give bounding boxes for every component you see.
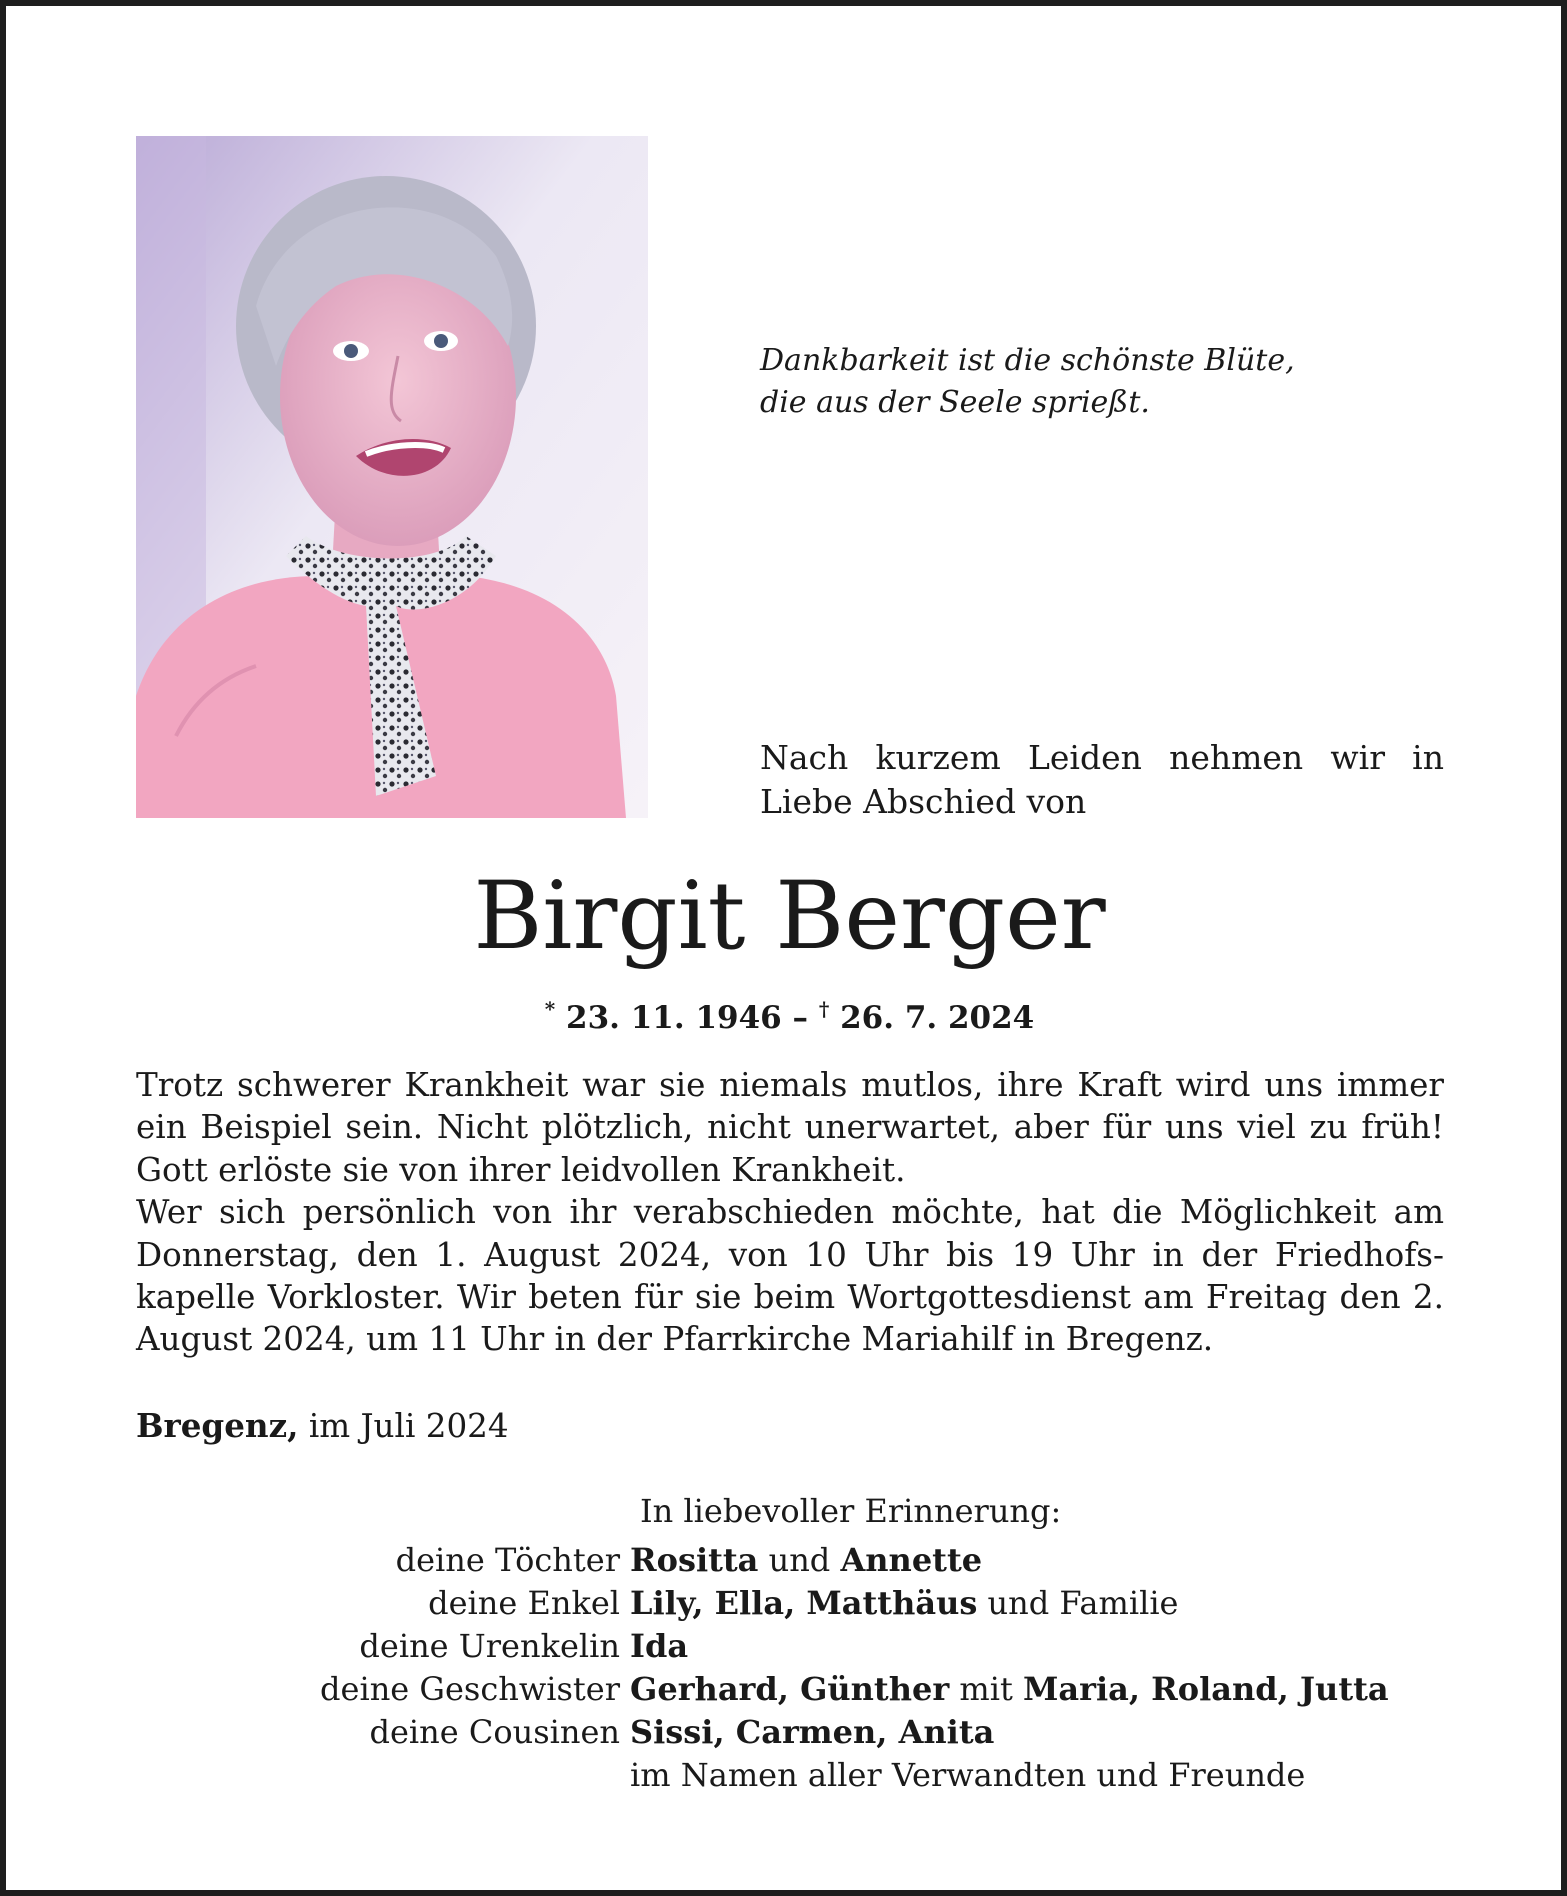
family-names (630, 1711, 994, 1754)
quote-line-1: Dankbarkeit ist die schönste Blüte, (760, 343, 1295, 378)
family-relation: deine Urenkelin (359, 1627, 620, 1665)
family-row (136, 1668, 1536, 1711)
life-dates (6, 989, 1567, 1038)
memory-heading: In liebevoller Erinnerung: (640, 1492, 1062, 1530)
family-names (630, 1668, 1389, 1711)
family-names (630, 1539, 982, 1582)
family-row (136, 1711, 1536, 1754)
family-member-name: Ida (630, 1627, 689, 1665)
family-member-name: Maria, Roland, Jutta (1022, 1670, 1389, 1708)
birth-symbol: * (544, 997, 556, 1021)
place-city: Bregenz, (136, 1406, 299, 1445)
family-member-name: Annette (840, 1541, 983, 1579)
family-names (630, 1582, 1178, 1625)
family-connector-text: und (758, 1541, 841, 1579)
family-names (630, 1625, 688, 1668)
family-member-name: Lily, Ella, Matthäus (630, 1584, 978, 1622)
obituary-body (136, 1064, 1444, 1361)
birth-date: 23. 11. 1946 (566, 1000, 782, 1036)
family-relation: deine Töchter (395, 1541, 620, 1579)
body-paragraph-1: Trotz schwerer Krankheit war sie niemals mutlos, ihre Kraft wird uns immer ein Beispiel sein. Nicht plötzlich, nicht unerwartet, aber für uns viel zu früh! Gott erlöste sie von ihrer leidvollen Krankheit. (136, 1066, 1444, 1189)
portrait-photo (136, 136, 648, 818)
family-relation: deine Geschwister (320, 1670, 620, 1708)
family-relation: deine Enkel (428, 1584, 620, 1622)
family-list (136, 1539, 1536, 1797)
place-month: im Juli 2024 (308, 1407, 509, 1445)
place-date (136, 1404, 509, 1448)
death-symbol: † (818, 997, 830, 1021)
date-separator: – (792, 1000, 809, 1036)
family-relation (136, 1754, 630, 1797)
family-row (136, 1582, 1536, 1625)
death-date: 26. 7. 2024 (840, 1000, 1035, 1036)
deceased-name: Birgit Berger (473, 862, 1106, 971)
quote-line-2: die aus der Seele sprießt. (760, 385, 1150, 420)
family-row (136, 1625, 1536, 1668)
family-member-name: Sissi, Carmen, Anita (630, 1713, 995, 1751)
family-connector-text: im Namen aller Verwandten und Freunde (630, 1756, 1306, 1794)
family-row (136, 1539, 1536, 1582)
family-member-name: Rositta (630, 1541, 759, 1579)
family-member-name: Gerhard, Günther (630, 1670, 950, 1708)
body-paragraph-2: Wer sich persönlich von ihr verabschieden möchte, hat die Möglichkeit am Donnerstag, den 1. August 2024, von 10 Uhr bis 19 Uhr in der Friedhofskapelle Vorkloster. Wir beten für sie beim Wortgottesdienst am Freitag den 2. August 2024, um 11 Uhr in der Pfarrkirche Mariahilf in Bregenz. (136, 1193, 1444, 1359)
family-names (630, 1754, 1305, 1797)
family-row (136, 1754, 1536, 1797)
portrait-photo-icon (136, 136, 648, 818)
family-relation: deine Cousinen (369, 1713, 620, 1751)
family-connector-text: mit (949, 1670, 1023, 1708)
family-connector-text: und Familie (977, 1584, 1179, 1622)
intro-text: Nach kurzem Leiden nehmen wir in Liebe Abschied von (760, 738, 1444, 821)
quote (760, 340, 1295, 424)
